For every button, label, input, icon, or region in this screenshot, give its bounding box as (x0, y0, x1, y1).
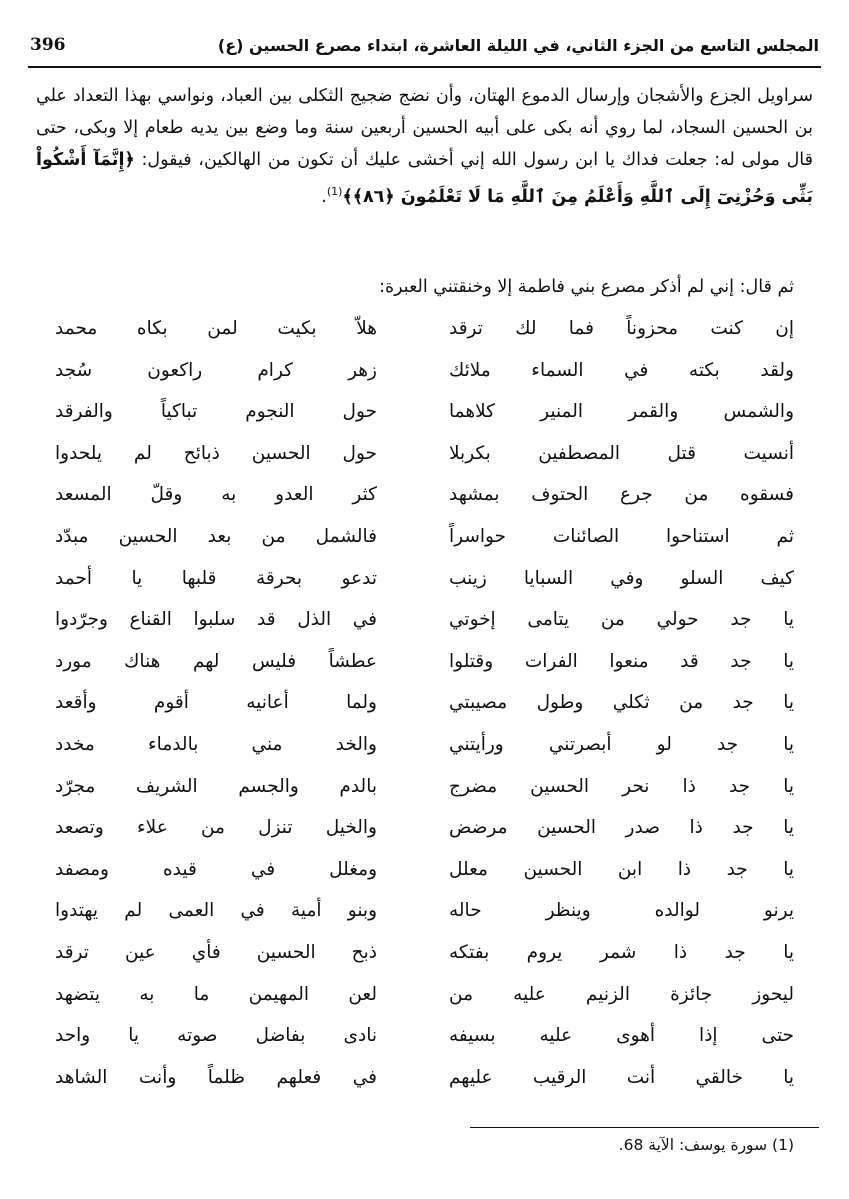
footnote-rule (470, 1127, 819, 1128)
poem-verse (30, 849, 819, 891)
verse-first-hemistich: يا جد ذا ابن الحسين معلل (449, 858, 794, 880)
verse-second-hemistich: والخيل تنزل من علاء وتصعد (55, 817, 377, 839)
verse-second-hemistich: حول النجوم تباكياً والفرقد (55, 401, 377, 423)
verse-second-hemistich: حول الحسين ذبائح لم يلحدوا (55, 442, 377, 464)
verse-first-hemistich: فسقوه من جرع الحتوف بمشهد (449, 484, 794, 506)
page-number: 396 (30, 35, 66, 55)
poem-verse (30, 474, 819, 516)
verse-second-hemistich: ومغلل في قيده ومصفد (55, 858, 377, 880)
verse-first-hemistich: يا جد حولي من يتامى إخوتي (449, 609, 794, 631)
verse-second-hemistich: في الذل قد سلبوا القناع وجرّدوا (55, 609, 377, 631)
verse-second-hemistich: لعن المهيمن ما به يتضهد (55, 983, 377, 1005)
verse-second-hemistich: في فعلهم ظلماً وأنت الشاهد (55, 1066, 377, 1088)
verse-second-hemistich: فالشمل من بعد الحسين مبدّد (55, 526, 377, 547)
poem-verse (30, 391, 819, 433)
prose-paragraph (36, 80, 813, 213)
verse-first-hemistich: يا جد ذا صدر الحسين مرضض (449, 817, 794, 839)
verse-first-hemistich: يرنو لوالده وينظر حاله (449, 900, 794, 922)
verse-first-hemistich: يا جد لو أبصرتني ورأيتني (449, 734, 794, 755)
verse-first-hemistich: ولقد بكته في السماء ملائك (449, 359, 794, 381)
poem-verse (30, 682, 819, 724)
verse-second-hemistich: نادى بفاضل صوته يا واحد (55, 1025, 377, 1047)
poem-verse (30, 724, 819, 766)
footnote (619, 1133, 794, 1157)
verse-first-hemistich: يا جد ذا شمر يروم بفتكه (449, 942, 794, 963)
running-title: المجلس التاسع من الجزء الثاني، في الليلة العاشرة، ابتداء مصرع الحسين (ع) (217, 35, 819, 55)
poem-verse (30, 766, 819, 808)
poem-verse (30, 308, 819, 350)
verse-second-hemistich: ولما أعانيه أقوم وأقعد (55, 692, 377, 714)
poem-verse (30, 932, 819, 974)
header-rule (28, 66, 821, 68)
poem-verse (30, 1015, 819, 1057)
poem-intro: ثم قال: إني لم أذكر مصرع بني فاطمة إلا وخنقتني العبرة: (379, 277, 794, 297)
prose-end: . (321, 186, 327, 207)
verse-second-hemistich: والخد مني بالدماء مخدد (55, 734, 377, 755)
poem-verse (30, 599, 819, 641)
poem-verse (30, 350, 819, 392)
poem-verse (30, 1057, 819, 1099)
verse-second-hemistich: بالدم والجسم الشريف مجرّد (55, 775, 377, 797)
verse-second-hemistich: عطشاً فليس لهم هناك مورد (55, 650, 377, 672)
poem-verse (30, 433, 819, 475)
poem-verse (30, 974, 819, 1016)
poem-verse (30, 641, 819, 683)
verse-second-hemistich: ذبح الحسين فأي عين ترقد (55, 942, 377, 963)
verse-first-hemistich: يا جد قد منعوا الفرات وقتلوا (449, 650, 794, 672)
verse-second-hemistich: زهر كرام راكعون سُجد (55, 359, 377, 381)
verse-first-hemistich: والشمس والقمر المنير كلاهما (449, 401, 794, 423)
verse-first-hemistich: كيف السلو وفي السبايا زينب (449, 567, 794, 589)
verse-first-hemistich: يا جد من ثكلي وطول مصيبتي (449, 692, 794, 714)
verse-first-hemistich: يا جد ذا نحر الحسين مضرج (449, 775, 794, 797)
verse-first-hemistich: حتى إذا أهوى عليه بسيفه (449, 1025, 794, 1047)
footnote-number: (1) (772, 1136, 794, 1154)
verse-first-hemistich: أنسيت قتل المصطفين بكربلا (449, 442, 794, 464)
verse-first-hemistich: يا خالقي أنت الرقيب عليهم (449, 1066, 794, 1088)
verse-first-hemistich: إن كنت محزوناً فما لك ترقد (449, 318, 794, 339)
verse-second-hemistich: وبنو أمية في العمى لم يهتدوا (55, 900, 377, 922)
prose-text: سراويل الجزع والأشجان وإرسال الدموع الهتان، وأن نضج ضجيج الثكلى بين العباد، ونواسي بهذا التعداد علي بن الحسين السجاد، لما روي أنه بكى على أبيه الحسين أربعين سنة وما وضع بين يديه طعام إلا وبكى، حتى قال مولى له: جعلت فداك يا ابن رسول الله إني أخشى عليك أن تكون من الهالكين، فيقول: (36, 86, 814, 170)
poem-verse (30, 558, 819, 600)
verse-first-hemistich: ليحوز جائزة الزنيم عليه من (449, 983, 794, 1005)
poem-verse (30, 516, 819, 558)
verse-first-hemistich: ثم استناحوا الصائنات حواسراً (449, 526, 794, 547)
quran-verse: ﴿إِنَّمَآ أَشْكُواْ بَثِّى وَحُزْنِىٓ إِلَى ٱللَّهِ وَأَعْلَمُ مِنَ ٱللَّهِ مَا لَا تَعْلَمُونَ ﴿٨٦﴾﴾ (36, 150, 813, 207)
verse-second-hemistich: تدعو بحرقة قلبها يا أحمد (55, 567, 377, 589)
verse-second-hemistich: كثر العدو به وقلّ المسعد (55, 484, 377, 506)
page-header (30, 28, 819, 62)
footnote-ref: (1) (326, 185, 343, 198)
poem-verse (30, 807, 819, 849)
footnote-text: سورة يوسف: الآية 68. (618, 1136, 768, 1154)
verse-second-hemistich: هلاّ بكيت لمن بكاه محمد (55, 318, 377, 339)
poem-verse (30, 890, 819, 932)
